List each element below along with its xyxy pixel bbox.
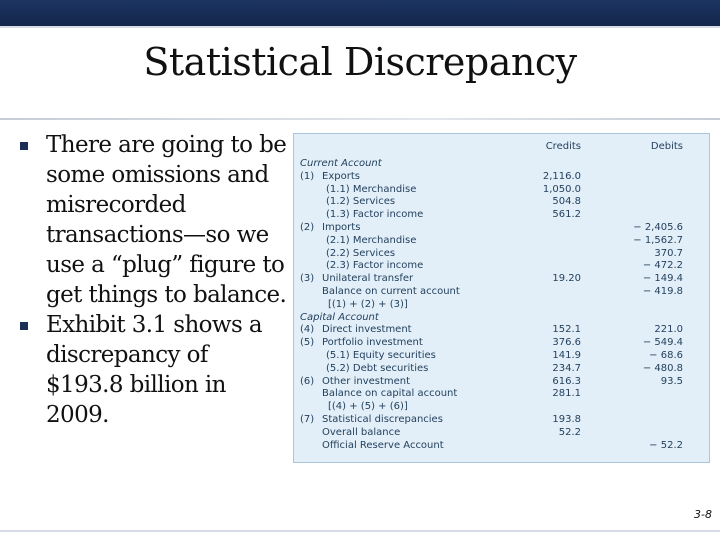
credits-column-header: Credits	[545, 141, 581, 152]
debit-value: 221.0	[654, 324, 683, 336]
row-label: (2.3) Factor income	[326, 260, 424, 272]
debit-value: − 419.8	[642, 286, 683, 297]
table-row	[294, 235, 709, 247]
table-row	[294, 388, 709, 400]
row-label: Statistical discrepancies	[322, 414, 443, 425]
credit-value: 152.1	[552, 324, 581, 336]
table-row	[294, 324, 709, 336]
row-label: Imports	[322, 222, 361, 233]
bullet-item	[18, 310, 286, 430]
credit-value: 376.6	[552, 337, 581, 349]
table-row	[294, 209, 709, 221]
debits-column-header: Debits	[650, 141, 683, 152]
credit-value: 234.7	[552, 362, 581, 374]
table-row	[294, 350, 709, 362]
debit-value: − 149.4	[642, 273, 683, 285]
row-number: (3)	[300, 273, 315, 285]
table-row	[294, 248, 709, 260]
section-heading: Current Account	[300, 158, 382, 169]
top-divider	[0, 26, 720, 28]
debit-value: − 1,562.7	[633, 234, 683, 246]
debit-value: 370.7	[654, 247, 683, 259]
debit-value: − 68.6	[649, 350, 683, 361]
square-bullet-icon	[20, 322, 28, 330]
debit-value: 93.5	[660, 375, 683, 387]
row-label: Direct investment	[322, 324, 412, 336]
table-row	[294, 312, 709, 324]
row-number: (1)	[300, 170, 315, 182]
credit-value: 19.20	[552, 273, 581, 285]
bullet-text: Exhibit 3.1 shows a discrepancy of $193.8 billion in 2009.	[46, 312, 263, 428]
row-label: (1.3) Factor income	[326, 209, 424, 221]
table-row	[294, 184, 709, 196]
credit-value: 52.2	[558, 426, 581, 438]
debit-value: − 480.8	[642, 362, 683, 374]
table-row	[294, 222, 709, 234]
section-heading: Capital Account	[300, 311, 379, 323]
row-label: Balance on current account	[322, 286, 460, 297]
row-number: (7)	[300, 414, 315, 425]
credit-value: 281.1	[552, 388, 581, 400]
row-label: (1.2) Services	[326, 196, 396, 208]
table-row	[294, 440, 709, 452]
row-label: (2.1) Merchandise	[326, 234, 417, 246]
row-label: Overall balance	[322, 426, 401, 438]
credit-value: 616.3	[552, 375, 581, 387]
credit-value: 1,050.0	[542, 183, 581, 195]
row-label: Portfolio investment	[322, 337, 423, 349]
row-label: (5.2) Debt securities	[326, 362, 429, 374]
row-label: Exports	[322, 170, 360, 182]
bullet-item	[18, 130, 296, 310]
bullet-list	[18, 130, 293, 430]
table-row	[294, 171, 709, 183]
title-underline	[0, 118, 720, 120]
table-row	[294, 401, 709, 413]
table-row	[294, 260, 709, 272]
exhibit-balance-of-payments-table	[293, 133, 710, 463]
row-label: [(4) + (5) + (6)]	[328, 401, 408, 413]
row-label: (2.2) Services	[326, 247, 396, 259]
credit-value: 141.9	[552, 350, 581, 361]
row-number: (5)	[300, 337, 315, 349]
top-banner	[0, 0, 720, 26]
row-number: (2)	[300, 222, 315, 233]
table-row	[294, 286, 709, 298]
table-row	[294, 363, 709, 375]
page-number: 3-8	[694, 508, 712, 521]
row-label: (1.1) Merchandise	[326, 183, 417, 195]
credit-value: 504.8	[552, 196, 581, 208]
row-label: (5.1) Equity securities	[326, 350, 436, 361]
debit-value: − 2,405.6	[633, 222, 683, 233]
square-bullet-icon	[20, 142, 28, 150]
table-row	[294, 299, 709, 311]
row-label: Other investment	[322, 375, 411, 387]
bottom-divider	[0, 530, 720, 532]
table-row	[294, 273, 709, 285]
credit-value: 193.8	[552, 414, 581, 425]
table-row	[294, 427, 709, 439]
slide-title: Statistical Discrepancy	[143, 40, 577, 84]
table-row	[294, 414, 709, 426]
credit-value: 2,116.0	[542, 170, 581, 182]
row-label: Unilateral transfer	[322, 273, 414, 285]
debit-value: − 472.2	[642, 260, 683, 272]
row-number: (6)	[300, 375, 315, 387]
row-number: (4)	[300, 324, 315, 336]
bullet-text: There are going to be some omissions and misrecorded transactions—so we use a “plug” figure to get things to balance.	[46, 132, 287, 308]
row-label: Balance on capital account	[322, 388, 458, 400]
debit-value: − 549.4	[642, 337, 683, 349]
table-row	[294, 337, 709, 349]
credit-value: 561.2	[552, 209, 581, 221]
row-label: [(1) + (2) + (3)]	[328, 298, 408, 310]
table-row	[294, 196, 709, 208]
row-label: Official Reserve Account	[322, 439, 444, 451]
debit-value: − 52.2	[649, 439, 683, 451]
table-row	[294, 376, 709, 388]
table-row	[294, 158, 709, 170]
